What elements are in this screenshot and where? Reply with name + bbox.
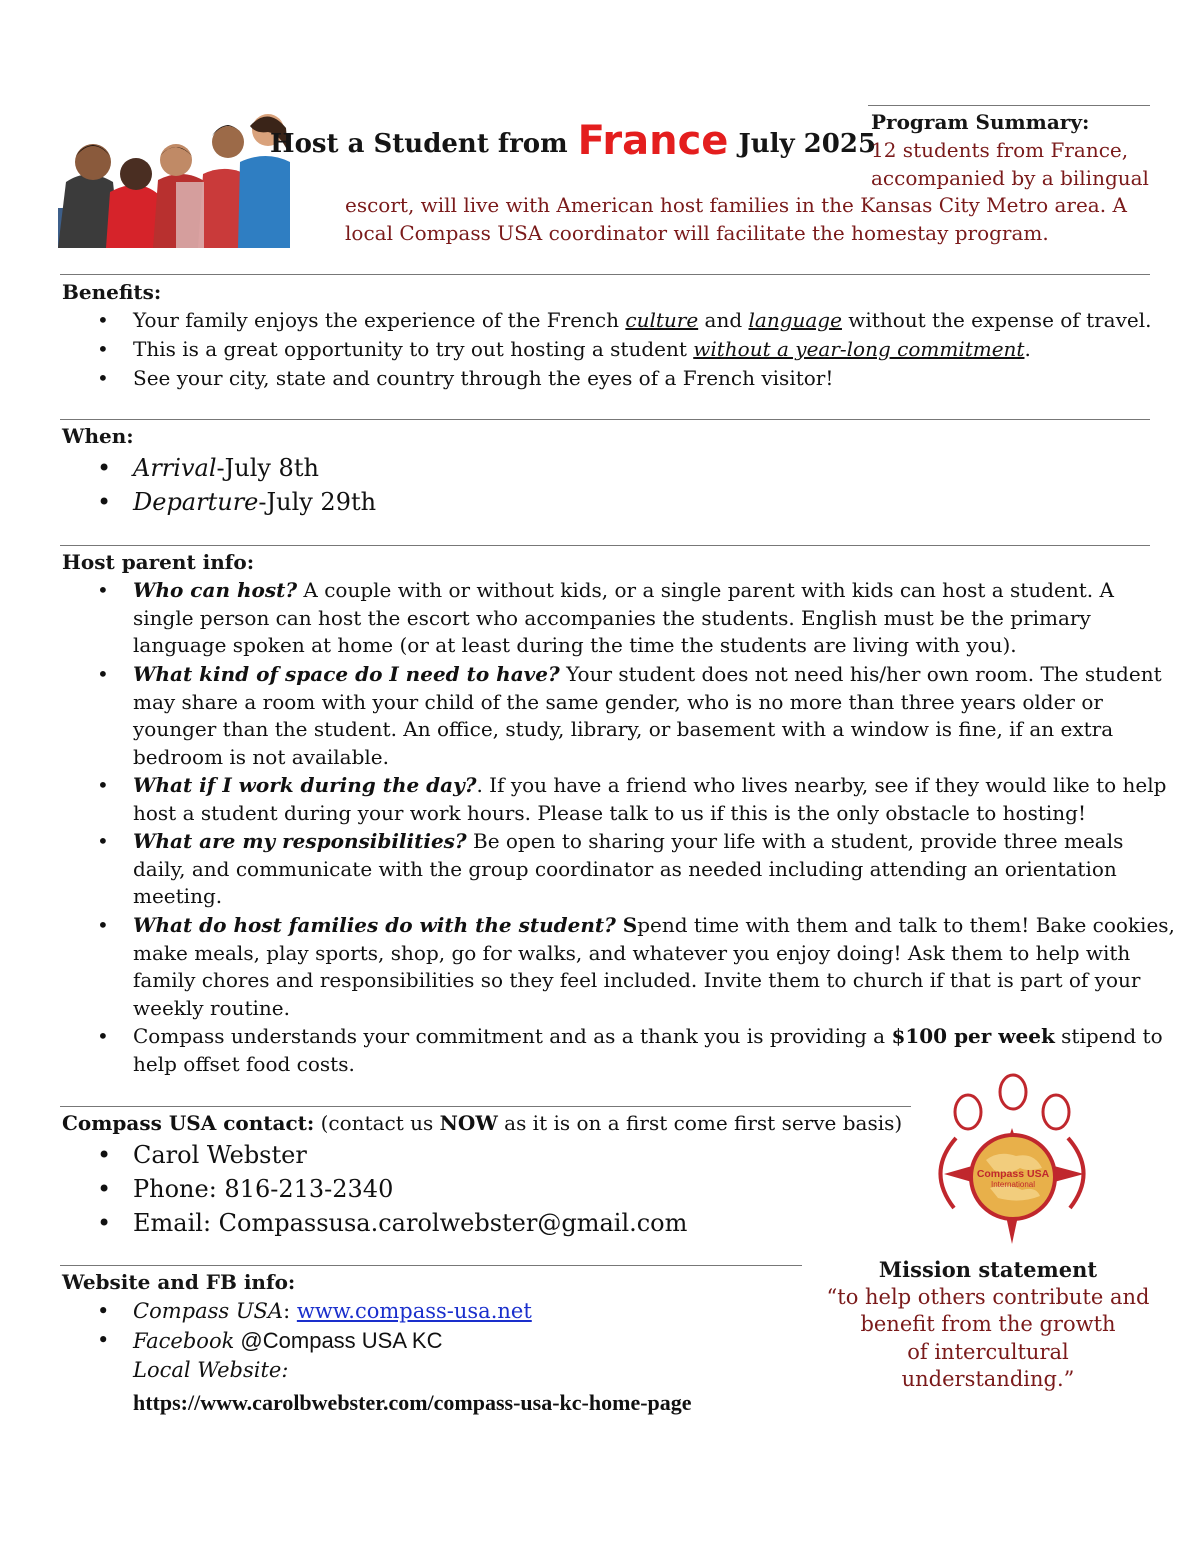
list-item: • See your city, state and country through the eyes of a French visitor! [62, 364, 1151, 393]
when-heading: When: [62, 424, 134, 448]
local-website-url[interactable]: https://www.carolbwebster.com/compass-usa-kc-home-page [133, 1390, 692, 1415]
list-item: • What do host families do with the student? Spend time with them and talk to them! Bake cookies, make meals, play sports, shop, go for walks, and whatever you enjoy doing! Ask them to help with family chores and responsibilities so they feel included. Invite them to church if that is part of your weekly routine. [62, 912, 1177, 1023]
section-divider [60, 274, 1150, 275]
host-info-list [62, 577, 1177, 1078]
list-item [62, 451, 376, 485]
departure-date: -July 29th [258, 488, 377, 516]
benefits-heading: Benefits: [62, 280, 162, 304]
program-summary-line: accompanied by a bilingual [871, 166, 1149, 190]
list-item: • Facebook @Compass USA KC [62, 1326, 692, 1356]
contact-heading: Compass USA contact: [62, 1111, 315, 1135]
mission-line: benefit from the growth [860, 1312, 1116, 1336]
web-list [62, 1297, 692, 1421]
section-divider [60, 419, 1150, 420]
when-list [62, 451, 376, 519]
students-photo [58, 112, 290, 248]
title-prefix: Host a Student from [270, 129, 568, 159]
contact-heading-row: Compass USA contact: (contact us NOW as it is on a first come first serve basis) [62, 1111, 903, 1135]
list-item: • Who can host? A couple with or without kids, or a single parent with kids can host a student. A single person can host the escort who accompanies the students. English must be the primary language spoken at home (or at least during the time the students are living with you). [62, 577, 1177, 661]
mission-statement [820, 1256, 1156, 1394]
list-item: • What kind of space do I need to have? Your student does not need his/her own room. The student may share a room with your child of the same gender, who is no more than three years older or younger than the student. An office, study, library, or basement with a window is fine, if an extra bedroom is not available. [62, 661, 1177, 772]
contact-phone[interactable]: • Phone: 816-213-2340 [62, 1172, 687, 1206]
contact-name: • Carol Webster [62, 1138, 687, 1172]
logo-text-line1: Compass USA [976, 1168, 1050, 1180]
title-country: France [577, 118, 729, 164]
contact-email[interactable]: • Email: Compassusa.carolwebster@gmail.com [62, 1206, 687, 1240]
host-info-heading: Host parent info: [62, 550, 255, 574]
list-item [62, 485, 376, 519]
mission-line: “to help others contribute and [826, 1284, 1150, 1309]
program-summary-line: 12 students from France, [871, 138, 1129, 162]
list-item: • Compass USA: www.compass-usa.net [62, 1297, 692, 1326]
summary-rule [868, 105, 1150, 106]
program-summary-heading: Program Summary: [871, 110, 1090, 134]
list-item: • This is a great opportunity to try out hosting a student without a year-long commitment. [62, 335, 1151, 364]
compass-usa-logo [924, 1072, 1100, 1244]
contact-list [62, 1138, 687, 1240]
logo-text-line2: International [990, 1180, 1036, 1189]
list-item: • What if I work during the day?. If you have a friend who lives nearby, see if they would like to help host a student during your work hours. Please talk to us if this is the only obstacle to hosting! [62, 772, 1177, 828]
list-item: • What are my responsibilities? Be open to sharing your life with a student, provide three meals daily, and communicate with the group coordinator as needed including attending an orientation meeting. [62, 828, 1177, 912]
program-summary-line: local Compass USA coordinator will facilitate the homestay program. [345, 221, 1049, 245]
benefits-list [62, 306, 1151, 393]
page-title [270, 118, 876, 164]
section-divider [60, 545, 1150, 546]
compass-website-link[interactable]: www.compass-usa.net [296, 1299, 532, 1323]
list-item: • Compass understands your commitment and as a thank you is providing a $100 per week stipend to help offset food costs. [62, 1023, 1177, 1078]
section-divider [60, 1265, 802, 1266]
local-website-label: Local Website: [133, 1358, 289, 1382]
title-date: July 2025 [738, 129, 877, 159]
section-divider [60, 1106, 911, 1107]
arrival-label: Arrival [133, 454, 217, 482]
stipend-amount: $100 per week [891, 1024, 1055, 1048]
arrival-date: -July 8th [216, 454, 319, 482]
list-item: • Your family enjoys the experience of the French culture and language without the expense of travel. [62, 306, 1151, 335]
web-heading: Website and FB info: [62, 1270, 296, 1294]
facebook-handle: @Compass USA KC [234, 1328, 443, 1353]
mission-line: of intercultural understanding.” [901, 1339, 1075, 1391]
departure-label: Departure [133, 488, 259, 516]
program-summary-line: escort, will live with American host families in the Kansas City Metro area. A [345, 193, 1127, 217]
mission-heading: Mission statement [878, 1257, 1098, 1282]
